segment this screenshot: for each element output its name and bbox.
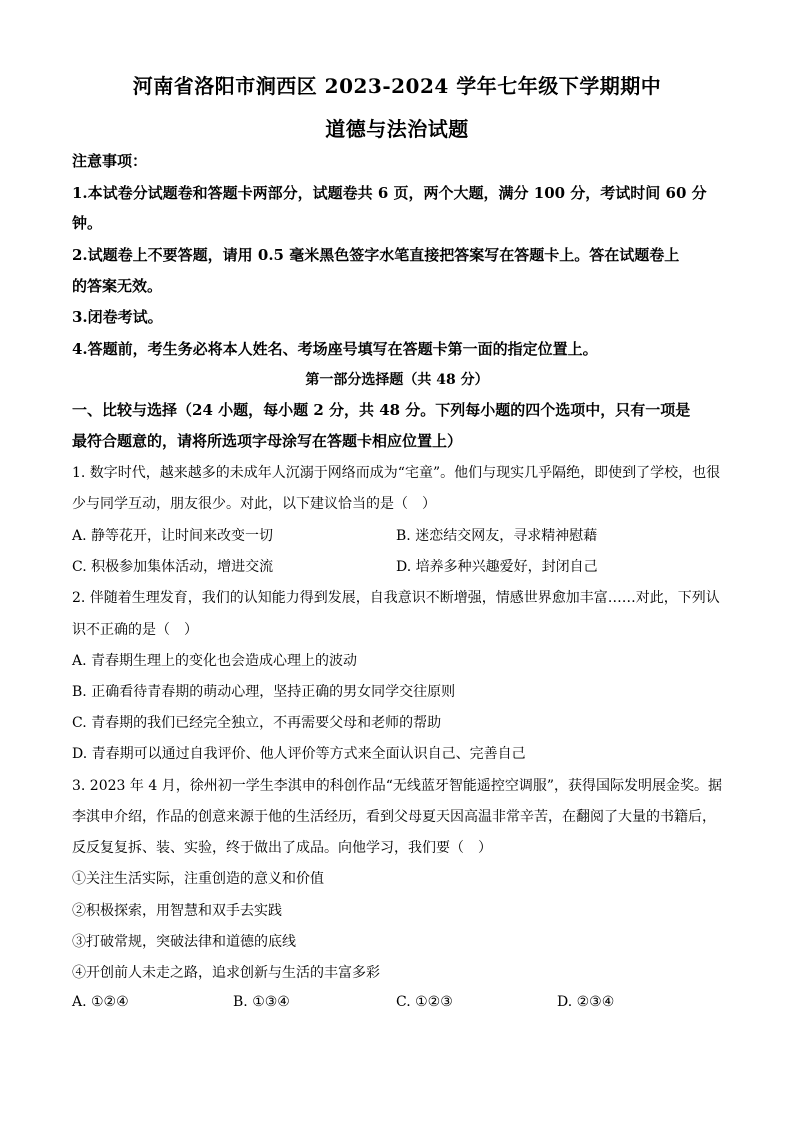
part1-instructions-cont: 最符合题意的，请将所选项字母涂写在答题卡相应位置上） (72, 432, 463, 450)
q2-stem-cont: 识不正确的是（ ） (72, 622, 198, 638)
q1-stem-cont: 少与同学互动，朋友很少。对此，以下建议恰当的是（ ） (72, 496, 436, 512)
q1-option-b: B. 迷恋结交网友，寻求精神慰藉 (396, 528, 598, 544)
q3-option-d: D. ②③④ (557, 994, 615, 1010)
q3-stem-cont-1: 李淇申介绍，作品的创意来源于他的生活经历，看到父母夏天因高温非常辛苦，在翻阅了大量的书籍后， (72, 809, 716, 825)
q3-stem-cont-2: 反反复复拆、装、实验，终于做出了成品。向他学习，我们要（ ） (72, 840, 492, 856)
q3-statement-1: ①关注生活实际，注重创造的意义和价值 (72, 871, 324, 887)
q3-stem: 3. 2023 年 4 月，徐州初一学生李淇申的科创作品“无线蓝牙智能遥控空调服”，获得国际发明展金奖。据 (72, 778, 723, 794)
notice-item-1-cont: 钟。 (72, 214, 103, 232)
q1-option-d: D. 培养多种兴趣爱好，封闭自己 (396, 559, 598, 575)
q1-stem: 1. 数字时代，越来越多的未成年人沉溺于网络而成为“宅童”。他们与现实几乎隔绝，即使到了学校，也很 (72, 465, 721, 481)
q3-statement-4: ④开创前人未走之路，追求创新与生活的丰富多彩 (72, 965, 380, 981)
q2-option-d: D. 青春期可以通过自我评价、他人评价等方式来全面认识自己、完善自己 (72, 746, 526, 762)
part1-heading: 第一部分选择题（共 48 分） (305, 372, 489, 388)
q1-option-c: C. 积极参加集体活动，增进交流 (72, 559, 274, 575)
exam-subject-title: 道德与法治试题 (325, 117, 469, 141)
q3-option-b: B. ①③④ (233, 994, 290, 1010)
q2-option-b: B. 正确看待青春期的萌动心理，坚持正确的男女同学交往原则 (72, 684, 456, 700)
notice-item-2-cont: 的答案无效。 (72, 277, 163, 295)
notice-item-2: 2.试题卷上不要答题，请用 0.5 毫米黑色签字水笔直接把答案写在答题卡上。答在试题卷上 (72, 246, 680, 264)
q2-option-c: C. 青春期的我们已经完全独立，不再需要父母和老师的帮助 (72, 715, 442, 731)
q3-option-c: C. ①②③ (396, 994, 453, 1010)
q2-stem: 2. 伴随着生理发育，我们的认知能力得到发展，自我意识不断增强，情感世界愈加丰富……对此，下列认 (72, 590, 720, 606)
q2-option-a: A. 青春期生理上的变化也会造成心理上的波动 (72, 653, 358, 669)
q3-option-a: A. ①②④ (72, 994, 129, 1010)
notice-item-3: 3.闭卷考试。 (72, 308, 163, 326)
part1-instructions: 一、比较与选择（24 小题，每小题 2 分，共 48 分。下列每小题的四个选项中，只有一项是 (72, 401, 691, 419)
notice-item-4: 4.答题前，考生务必将本人姓名、考场座号填写在答题卡第一面的指定位置上。 (72, 340, 598, 358)
q3-statement-2: ②积极探索，用智慧和双手去实践 (72, 903, 282, 919)
notice-heading: 注意事项： (72, 152, 148, 170)
q3-statement-3: ③打破常规，突破法律和道德的底线 (72, 934, 296, 950)
notice-item-1: 1.本试卷分试题卷和答题卡两部分，试题卷共 6 页，两个大题，满分 100 分，考试时间 60 分 (72, 184, 707, 202)
exam-title: 河南省洛阳市涧西区 2023-2024 学年七年级下学期期中 (132, 74, 662, 98)
q1-option-a: A. 静等花开，让时间来改变一切 (72, 528, 274, 544)
